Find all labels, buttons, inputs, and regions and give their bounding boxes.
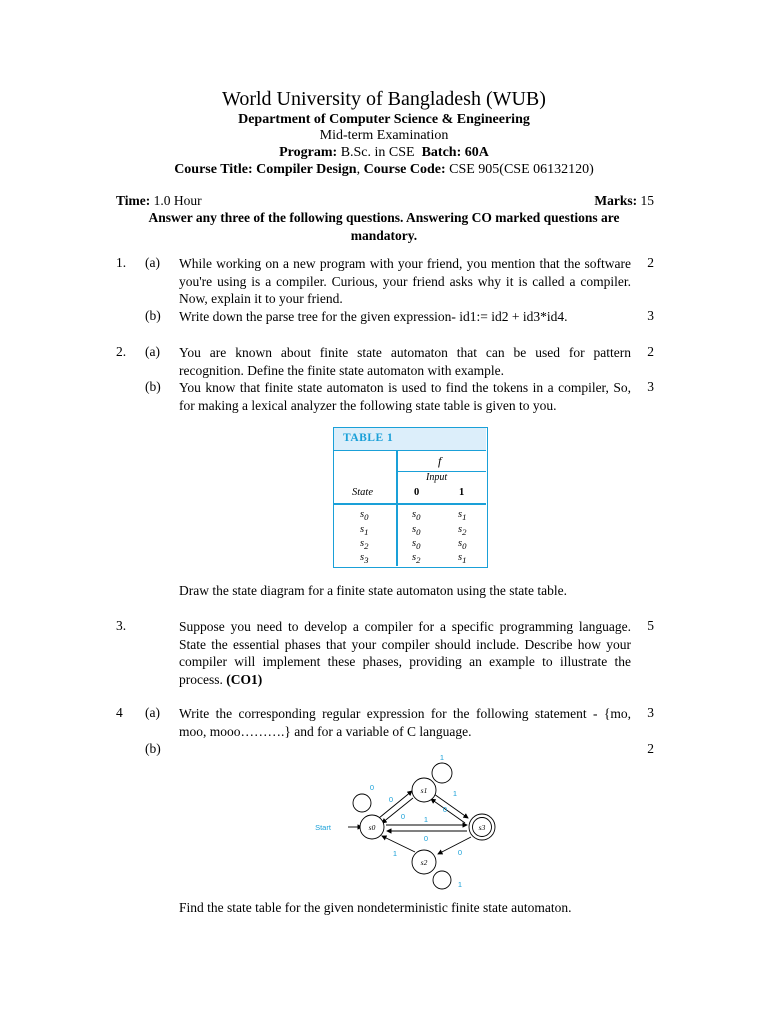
q4-after-text: Find the state table for the given nondeterministic finite state automaton. [179,900,572,915]
marks-value: 15 [637,193,654,208]
edge-s2-s0 [382,836,415,852]
row-s3-in1: $s_1$ [458,552,467,566]
program-label: Program: [279,145,338,160]
q2-number: 2. [116,344,127,359]
q2-after-text: Draw the state diagram for a finite state automaton using the state table. [179,583,567,598]
table-header-line [334,503,486,505]
label-loop-s0: 0 [369,783,375,792]
row-s2-in0: $s_0$ [412,538,421,552]
course-code-value: CSE 905(CSE 06132120) [445,162,594,177]
edge-s3-s1 [431,799,465,823]
state-table-header [334,428,486,451]
q1-number: 1. [116,255,127,270]
q1a-marks: 2 [647,255,654,270]
state-s1-label: s1 [420,786,428,795]
course-title: Course Title: Compiler Design [174,162,357,177]
q3-co-tag: (CO1) [222,671,263,687]
row-s1-state: $s_1$ [360,524,369,538]
row-s2-in1: $s_0$ [458,538,467,552]
loop-s1 [432,763,452,783]
row-s2-state: $s_2$ [360,538,369,552]
q2a-text: You are known about finite state automaton that can be used for pattern recognition. Define the finite state automaton with example. [179,345,631,378]
q4a-marks: 3 [647,705,654,720]
q2a-label: (a) [145,344,160,359]
marks-label: Marks: [594,193,638,208]
nfa-diagram [305,752,505,892]
instructions: Answer any three of the following questions. Answering CO marked questions are mandatory. [148,210,620,243]
label-loop-s2: 1 [457,880,463,889]
q4-number: 4 [116,705,123,720]
exam-title: Mid-term Examination [319,128,449,143]
q1b-marks: 3 [647,308,654,323]
table-f-label: f [438,454,442,468]
label-s0-s1: 0 [388,795,394,804]
course-line [0,162,768,178]
time-line [116,192,202,210]
q3-marks: 5 [647,618,654,633]
university-name: World University of Bangladesh (WUB) [222,88,546,110]
row-s3-in0: $s_2$ [412,552,421,566]
q4a-label: (a) [145,705,160,720]
time-label: Time: [116,193,151,208]
label-s0-s3: 1 [423,815,429,824]
course-code-label: Course Code: [363,162,446,177]
state-table-title: TABLE 1 [343,432,394,444]
q2a-marks: 2 [647,344,654,359]
q1a-label: (a) [145,255,160,270]
label-s1-s0: 0 [400,812,406,821]
state-table [333,427,488,568]
label-loop-s1: 1 [439,753,445,762]
label-s3-s2: 0 [457,848,463,857]
label-s3-s1: 0 [442,805,448,814]
table-input-label: Input [426,472,448,483]
row-s1-in0: $s_0$ [412,524,421,538]
q4a-text: Write the corresponding regular expression for the following statement - {mo, moo, mooo……….} and for a variable of C language. [179,706,631,739]
department-name: Department of Computer Science & Engineering [238,112,530,127]
table-divider-v [396,450,398,566]
state-s3-label: s3 [478,823,486,832]
state-s0-label: s0 [368,823,376,832]
label-s1-s3: 1 [452,789,458,798]
program-line [0,145,768,161]
state-s2-label: s2 [420,858,428,867]
q2b-label: (b) [145,379,161,394]
q1a-text: While working on a new program with your friend, you mention that the software you're using is a compiler. Curious, your friend asks why it is called a compiler. Now, explain it to your friend. [179,256,631,306]
q2b-marks: 3 [647,379,654,394]
q3-text-block [179,618,631,688]
edge-s1-s3 [434,794,468,818]
q3-text: Suppose you need to develop a compiler for a specific programming language. State the essential phases that your compiler should include. Describe how your compiler will implement these phases, providing an example to illustrate the process. [179,619,631,687]
row-s3-state: $s_3$ [360,552,369,566]
q4b-label: (b) [145,741,161,756]
table-col1: 1 [459,487,465,498]
start-label: Start [315,823,331,832]
q1b-text: Write down the parse tree for the given expression- id1:= id2 + id3*id4. [179,309,568,324]
table-state-label: State [352,487,373,498]
edge-s3-s2 [438,837,471,854]
course-sep: , [356,162,364,177]
row-s0-state: $s_0$ [360,509,369,523]
q3-number: 3. [116,618,127,633]
marks-line [560,192,654,210]
q1b-label: (b) [145,308,161,323]
time-value: 1.0 Hour [150,193,202,208]
q2b-text: You know that finite state automaton is used to find the tokens in a compiler, So, for making a lexical analyzer the following state table is given to you. [179,380,631,413]
row-s0-in1: $s_1$ [458,509,467,523]
q4b-marks: 2 [647,741,654,756]
loop-s0 [353,794,371,812]
table-col0: 0 [414,487,420,498]
edge-s1-s0 [382,798,413,823]
row-s0-in0: $s_0$ [412,509,421,523]
edge-s0-s1 [379,791,412,818]
row-s1-in1: $s_2$ [458,524,467,538]
label-s3-s0: 0 [423,834,429,843]
label-s2-s0: 1 [392,849,398,858]
loop-s2 [433,871,451,889]
batch-label: Batch: 60A [421,145,489,160]
program-value: B.Sc. in CSE [337,145,415,160]
